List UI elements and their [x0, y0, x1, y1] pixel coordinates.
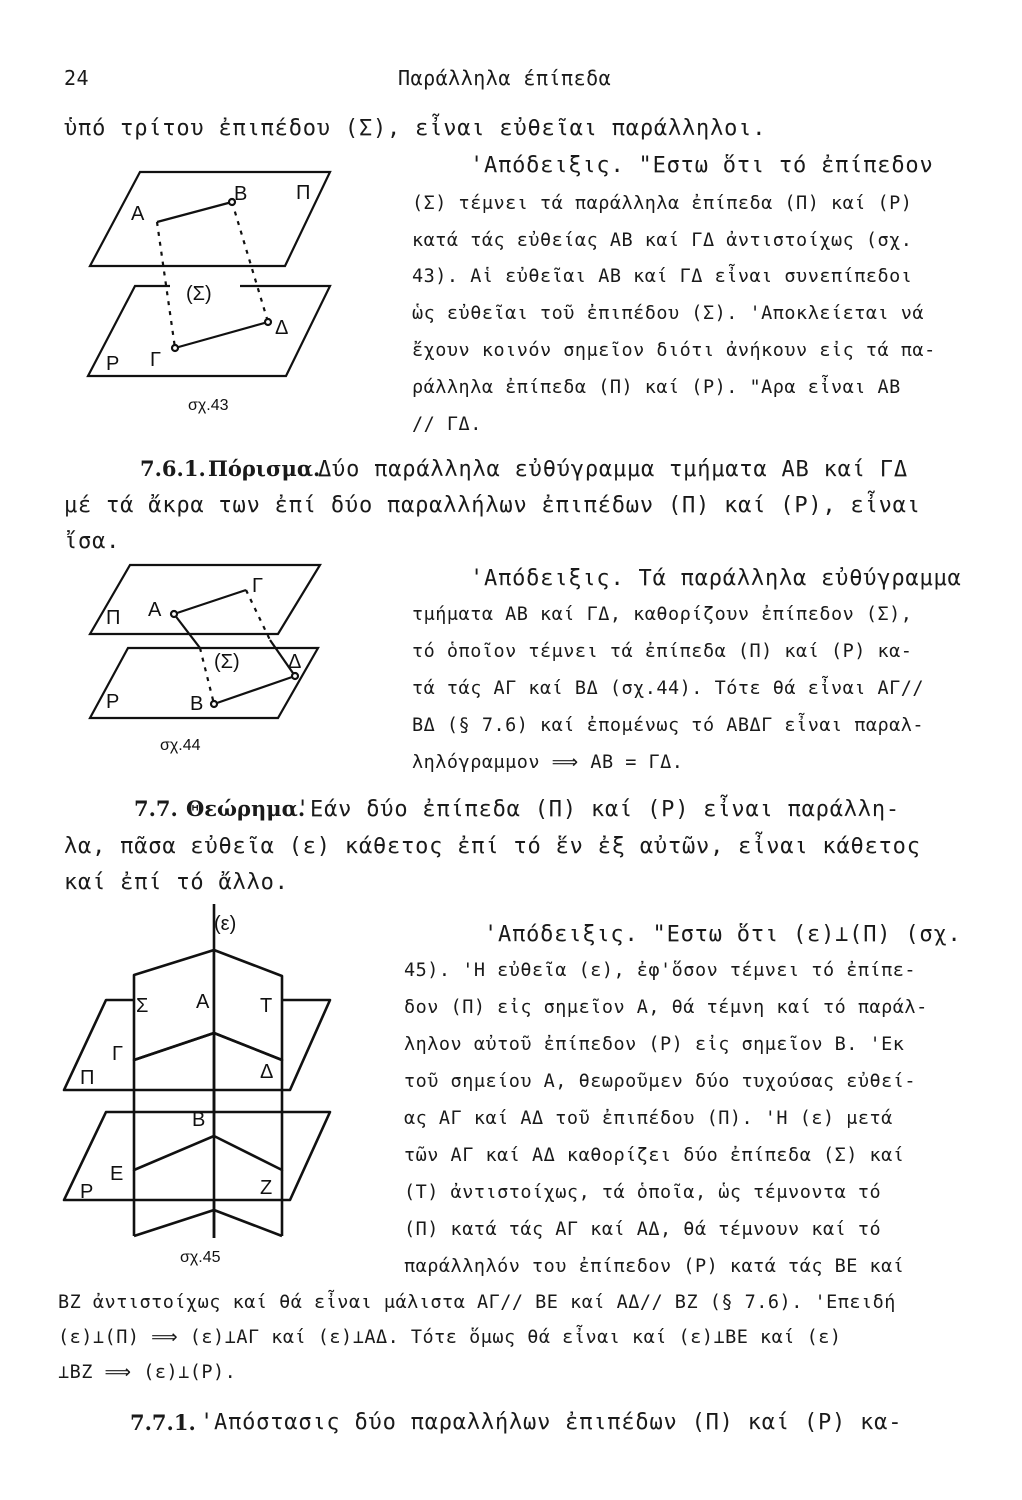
proof-3-line: ληλον αὐτοῦ ἐπίπεδον (Ρ) εἰς σημεῖον Β. 'Εκ: [404, 1034, 905, 1055]
proof-1-line: ράλληλα ἐπίπεδα (Π) καί (Ρ). "Αρα εἶναι ΑΒ: [412, 377, 901, 398]
label-sigma: Σ: [136, 995, 149, 1017]
running-title: Παράλληλα έπίπεδα: [398, 66, 612, 90]
point-d: [265, 319, 271, 325]
intro-line: ὑπό τρίτου ἐπιπέδου (Σ), εἶναι εὐθεῖαι παράλληλοι.: [64, 116, 767, 141]
theorem-line: καί ἐπί τό ἄλλο.: [64, 870, 289, 895]
label-tau: Τ: [260, 995, 273, 1017]
theorem-line: λα, πᾶσα εὐθεῖα (ε) κάθετος ἐπί τό ἕν ἐξ αὐτῶν, εἶναι κάθετος: [64, 834, 921, 859]
porisma-number: 7.6.1.: [140, 456, 206, 481]
proof-3-line: 45). 'Η εὐθεῖα (ε), ἐφ'ὅσον τέμνει τό ἐπίπε-: [404, 960, 917, 981]
page-number: 24: [64, 66, 90, 90]
label-rho: Ρ: [80, 1181, 94, 1203]
label-pi: Π: [106, 607, 121, 629]
label-d: Δ: [275, 317, 289, 339]
theorem-number: 7.7.: [134, 796, 178, 821]
label-epsilon: (ε): [214, 913, 237, 935]
label-b: B: [234, 183, 248, 205]
proof-1-line: (Σ) τέμνει τά παράλληλα ἐπίπεδα (Π) καί (Ρ): [412, 193, 913, 214]
segment-ab: [157, 202, 232, 222]
proof-2-line: τμήματα ΑΒ καί ΓΔ, καθορίζουν ἐπίπεδον (Σ),: [412, 604, 913, 625]
label-e: E: [110, 1163, 124, 1185]
proof-3-line: ας ΑΓ καί ΑΔ τοῦ ἐπιπέδου (Π). 'Η (ε) μετά: [404, 1108, 893, 1129]
label-z: Z: [260, 1177, 273, 1199]
plane-pi: [90, 565, 320, 634]
proof-1-line: 'Απόδειξις. "Εστω ὅτι τό ἐπίπεδον: [470, 153, 934, 178]
proof-3-line: (Τ) ἀντιστοίχως, τά ὁποῖα, ὡς τέμνοντα τό: [404, 1182, 882, 1203]
label-pi: Π: [80, 1067, 95, 1089]
label-a: A: [196, 991, 210, 1013]
label-b: B: [192, 1109, 206, 1131]
figure-45-caption: σχ.45: [180, 1249, 221, 1266]
proof-3-line: δον (Π) εἰς σημεῖον Α, θά τέμνη καί τό παράλ-: [404, 997, 928, 1018]
theorem-line: 'Εάν δύο ἐπίπεδα (Π) καί (Ρ) εἶναι παράλλη-: [296, 797, 900, 822]
porisma-heading: Πόρισμα.: [208, 456, 321, 481]
point-b: [211, 701, 217, 707]
proof-2-line: ΒΔ (§ 7.6) καί ἐπομένως τό ΑΒΔΓ εἶναι παραλ-: [412, 715, 925, 736]
figure-44-labels: [106, 575, 301, 715]
label-b: B: [190, 693, 204, 715]
segment-gd: [175, 322, 268, 348]
point-d: [292, 673, 298, 679]
label-d: Δ: [260, 1061, 274, 1083]
point-g: [172, 345, 178, 351]
plane-tau-bottom: [214, 1210, 282, 1236]
theorem-heading: Θεώρημα.: [186, 796, 306, 821]
label-a: A: [131, 203, 145, 225]
proof-1-line: ὡς εὐθεῖαι τοῦ ἐπιπέδου (Σ). 'Αποκλείεται νά: [412, 303, 925, 324]
plane-sigma-edge: [174, 614, 200, 648]
proof-1-line: // ΓΔ.: [412, 414, 482, 435]
proof-3-line: παράλληλόν του ἐπίπεδον (Ρ) κατά τάς ΒΕ καί: [404, 1256, 905, 1277]
label-pi: Π: [296, 182, 311, 204]
proof-1-line: κατά τάς εὐθείας ΑΒ καί ΓΔ ἀντιστοίχως (σχ.: [412, 230, 913, 251]
segment-ag: [174, 590, 246, 614]
proof-2-line: τά τάς ΑΓ καί ΒΔ (σχ.44). Τότε θά εἶναι ΑΓ//: [412, 678, 925, 699]
label-a: A: [148, 599, 162, 621]
label-g: Γ: [150, 349, 162, 371]
point-a: [171, 611, 177, 617]
figure-43: [88, 172, 330, 376]
proof-1-line: ἔχουν κοινόν σημεῖον διότι ἀνήκουν εἰς τά πα-: [412, 340, 936, 361]
figure-44: [90, 565, 320, 718]
proof-3-tail-line: ΒΖ ἀντιστοίχως καί θά εἶναι μάλιστα ΑΓ// ΒΕ καί ΑΔ// ΒΖ (§ 7.6). 'Επειδή: [58, 1292, 896, 1313]
plane-sigma-edge: [246, 590, 270, 640]
plane-sigma-bottom: [134, 1210, 214, 1236]
label-g: Γ: [252, 575, 264, 597]
label-d: Δ: [288, 651, 302, 673]
proof-3-line: 'Απόδειξις. "Εστω ὅτι (ε)⊥(Π) (σχ.: [484, 922, 962, 947]
next-section-text: 'Απόστασις δύο παραλλήλων ἐπιπέδων (Π) καί (Ρ) κα-: [200, 1410, 903, 1435]
proof-2-line: 'Απόδειξις. Τά παράλληλα εὐθύγραμμα: [470, 566, 962, 591]
proof-3-tail-line: (ε)⊥(Π) ⟹ (ε)⊥ΑΓ καί (ε)⊥ΑΔ. Τότε ὅμως θά εἶναι καί (ε)⊥ΒΕ καί (ε): [58, 1327, 842, 1348]
next-section-number: 7.7.1.: [130, 1410, 196, 1435]
label-rho: Ρ: [106, 691, 120, 713]
figure-44-caption: σχ.44: [160, 737, 201, 754]
proof-3-line: (Π) κατά τάς ΑΓ καί ΑΔ, θά τέμνουν καί τό: [404, 1219, 882, 1240]
figure-43-caption: σχ.43: [188, 397, 229, 414]
label-g: Γ: [112, 1043, 124, 1065]
label-sigma: (Σ): [214, 651, 240, 673]
porisma-line: μέ τά ἄκρα των ἐπί δύο παραλλήλων ἐπιπέδων (Π) καί (Ρ), εἶναι: [64, 493, 921, 518]
figure-45: [64, 904, 330, 1238]
proof-2-line: ληλόγραμμον ⟹ ΑΒ = ΓΔ.: [412, 752, 684, 773]
segment-bd: [214, 676, 295, 704]
proof-3-line: τοῦ σημείου Α, θεωροῦμεν δύο τυχούσας εὐθεί-: [404, 1071, 917, 1092]
proof-1-line: 43). Αἱ εὐθεῖαι ΑΒ καί ΓΔ εἶναι συνεπίπεδοι: [412, 266, 913, 287]
label-rho: Ρ: [106, 353, 120, 375]
plane-pi: [90, 172, 330, 266]
label-sigma: (Σ): [186, 283, 212, 305]
porisma-line: ἴσα.: [64, 529, 121, 554]
proof-2-line: τό ὁποῖον τέμνει τά ἐπίπεδα (Π) καί (Ρ) κα-: [412, 641, 913, 662]
proof-3-tail-line: ⊥ΒΖ ⟹ (ε)⊥(Ρ).: [58, 1362, 237, 1383]
porisma-line: Δύο παράλληλα εὐθύγραμμα τμήματα ΑΒ καί ΓΔ: [318, 457, 908, 482]
proof-3-line: τῶν ΑΓ καί ΑΔ καθορίζει δύο ἐπίπεδα (Σ) καί: [404, 1145, 905, 1166]
